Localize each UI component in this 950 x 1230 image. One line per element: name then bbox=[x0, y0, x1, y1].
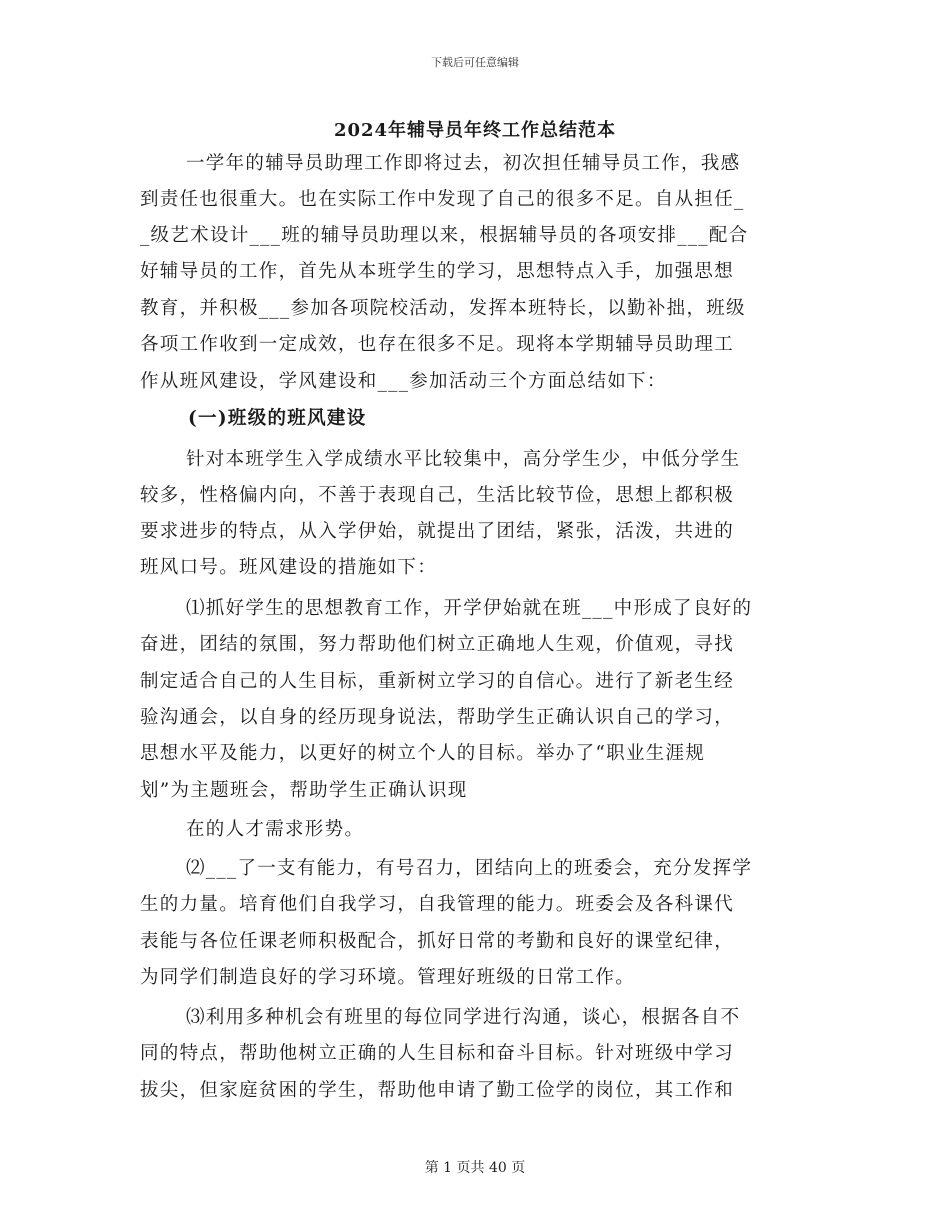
body-line: 划”为主题班会，帮助学生正确认识现 bbox=[140, 780, 468, 801]
body-line: 到责任也很重大。也在实际工作中发现了自己的很多不足。自从担任_ bbox=[140, 189, 745, 210]
body-line: 一学年的辅导员助理工作即将过去，初次担任辅导员工作，我感 bbox=[186, 153, 741, 174]
body-line: 制定适合自己的人生目标，重新树立学习的自信心。进行了新老生经 bbox=[140, 671, 735, 692]
body-line: 班风口号。班风建设的措施如下： bbox=[140, 557, 438, 578]
body-line: ⑴抓好学生的思想教育工作，开学伊始就在班___中形成了良好的 bbox=[186, 598, 753, 619]
body-line: 表能与各位任课老师积极配合，抓好日常的考勤和良好的课堂纪律， bbox=[140, 931, 735, 952]
body-line: 各项工作收到一定成效，也存在很多不足。现将本学期辅导员助理工 bbox=[140, 334, 735, 355]
header-note: 下载后可任意编辑 bbox=[431, 56, 519, 69]
body-line: _级艺术设计___班的辅导员助理以来，根据辅导员的各项安排___配合 bbox=[140, 225, 749, 246]
body-line: 验沟通会，以自身的经历现身说法，帮助学生正确认识自己的学习， bbox=[140, 707, 735, 728]
body-line: 作从班风建设，学风建设和___参加活动三个方面总结如下： bbox=[140, 371, 667, 392]
body-line: 思想水平及能力，以更好的树立个人的目标。举办了“职业生涯规 bbox=[140, 743, 706, 764]
body-line: 生的力量。培育他们自我学习，自我管理的能力。班委会及各科课代 bbox=[140, 894, 735, 915]
body-line: ⑵___了一支有能力，有号召力，团结向上的班委会，充分发挥学 bbox=[186, 858, 753, 879]
body-line: 同的特点，帮助他树立正确的人生目标和奋斗目标。针对班级中学习 bbox=[140, 1043, 735, 1064]
body-line: ⑶利用多种机会有班里的每位同学进行沟通，谈心，根据各自不 bbox=[186, 1007, 741, 1028]
body-line: 好辅导员的工作，首先从本班学生的学习，思想特点入手，加强思想 bbox=[140, 261, 735, 282]
body-line: 要求进步的特点，从入学伊始，就提出了团结，紧张，活泼，共进的 bbox=[140, 521, 735, 542]
body-line: 较多，性格偏内向，不善于表现自己，生活比较节俭，思想上都积极 bbox=[140, 485, 735, 506]
body-line: 拔尖，但家庭贫困的学生，帮助他申请了勤工俭学的岗位，其工作和 bbox=[140, 1080, 735, 1101]
page-footer: 第 1 页共 40 页 bbox=[424, 1160, 526, 1176]
document-title: 2024年辅导员年终工作总结范本 bbox=[333, 120, 617, 141]
body-line: 针对本班学生入学成绩水平比较集中，高分学生少，中低分学生 bbox=[186, 449, 741, 470]
body-line: 为同学们制造良好的学习环境。管理好班级的日常工作。 bbox=[140, 967, 636, 988]
body-line: 教育，并积极___参加各项院校活动，发挥本班特长，以勤补拙，班级 bbox=[140, 298, 746, 319]
body-line: 在的人才需求形势。 bbox=[186, 819, 365, 840]
section-heading: (一)班级的班风建设 bbox=[188, 408, 367, 429]
body-line: 奋进，团结的氛围，努力帮助他们树立正确地人生观，价值观，寻找 bbox=[140, 634, 735, 655]
